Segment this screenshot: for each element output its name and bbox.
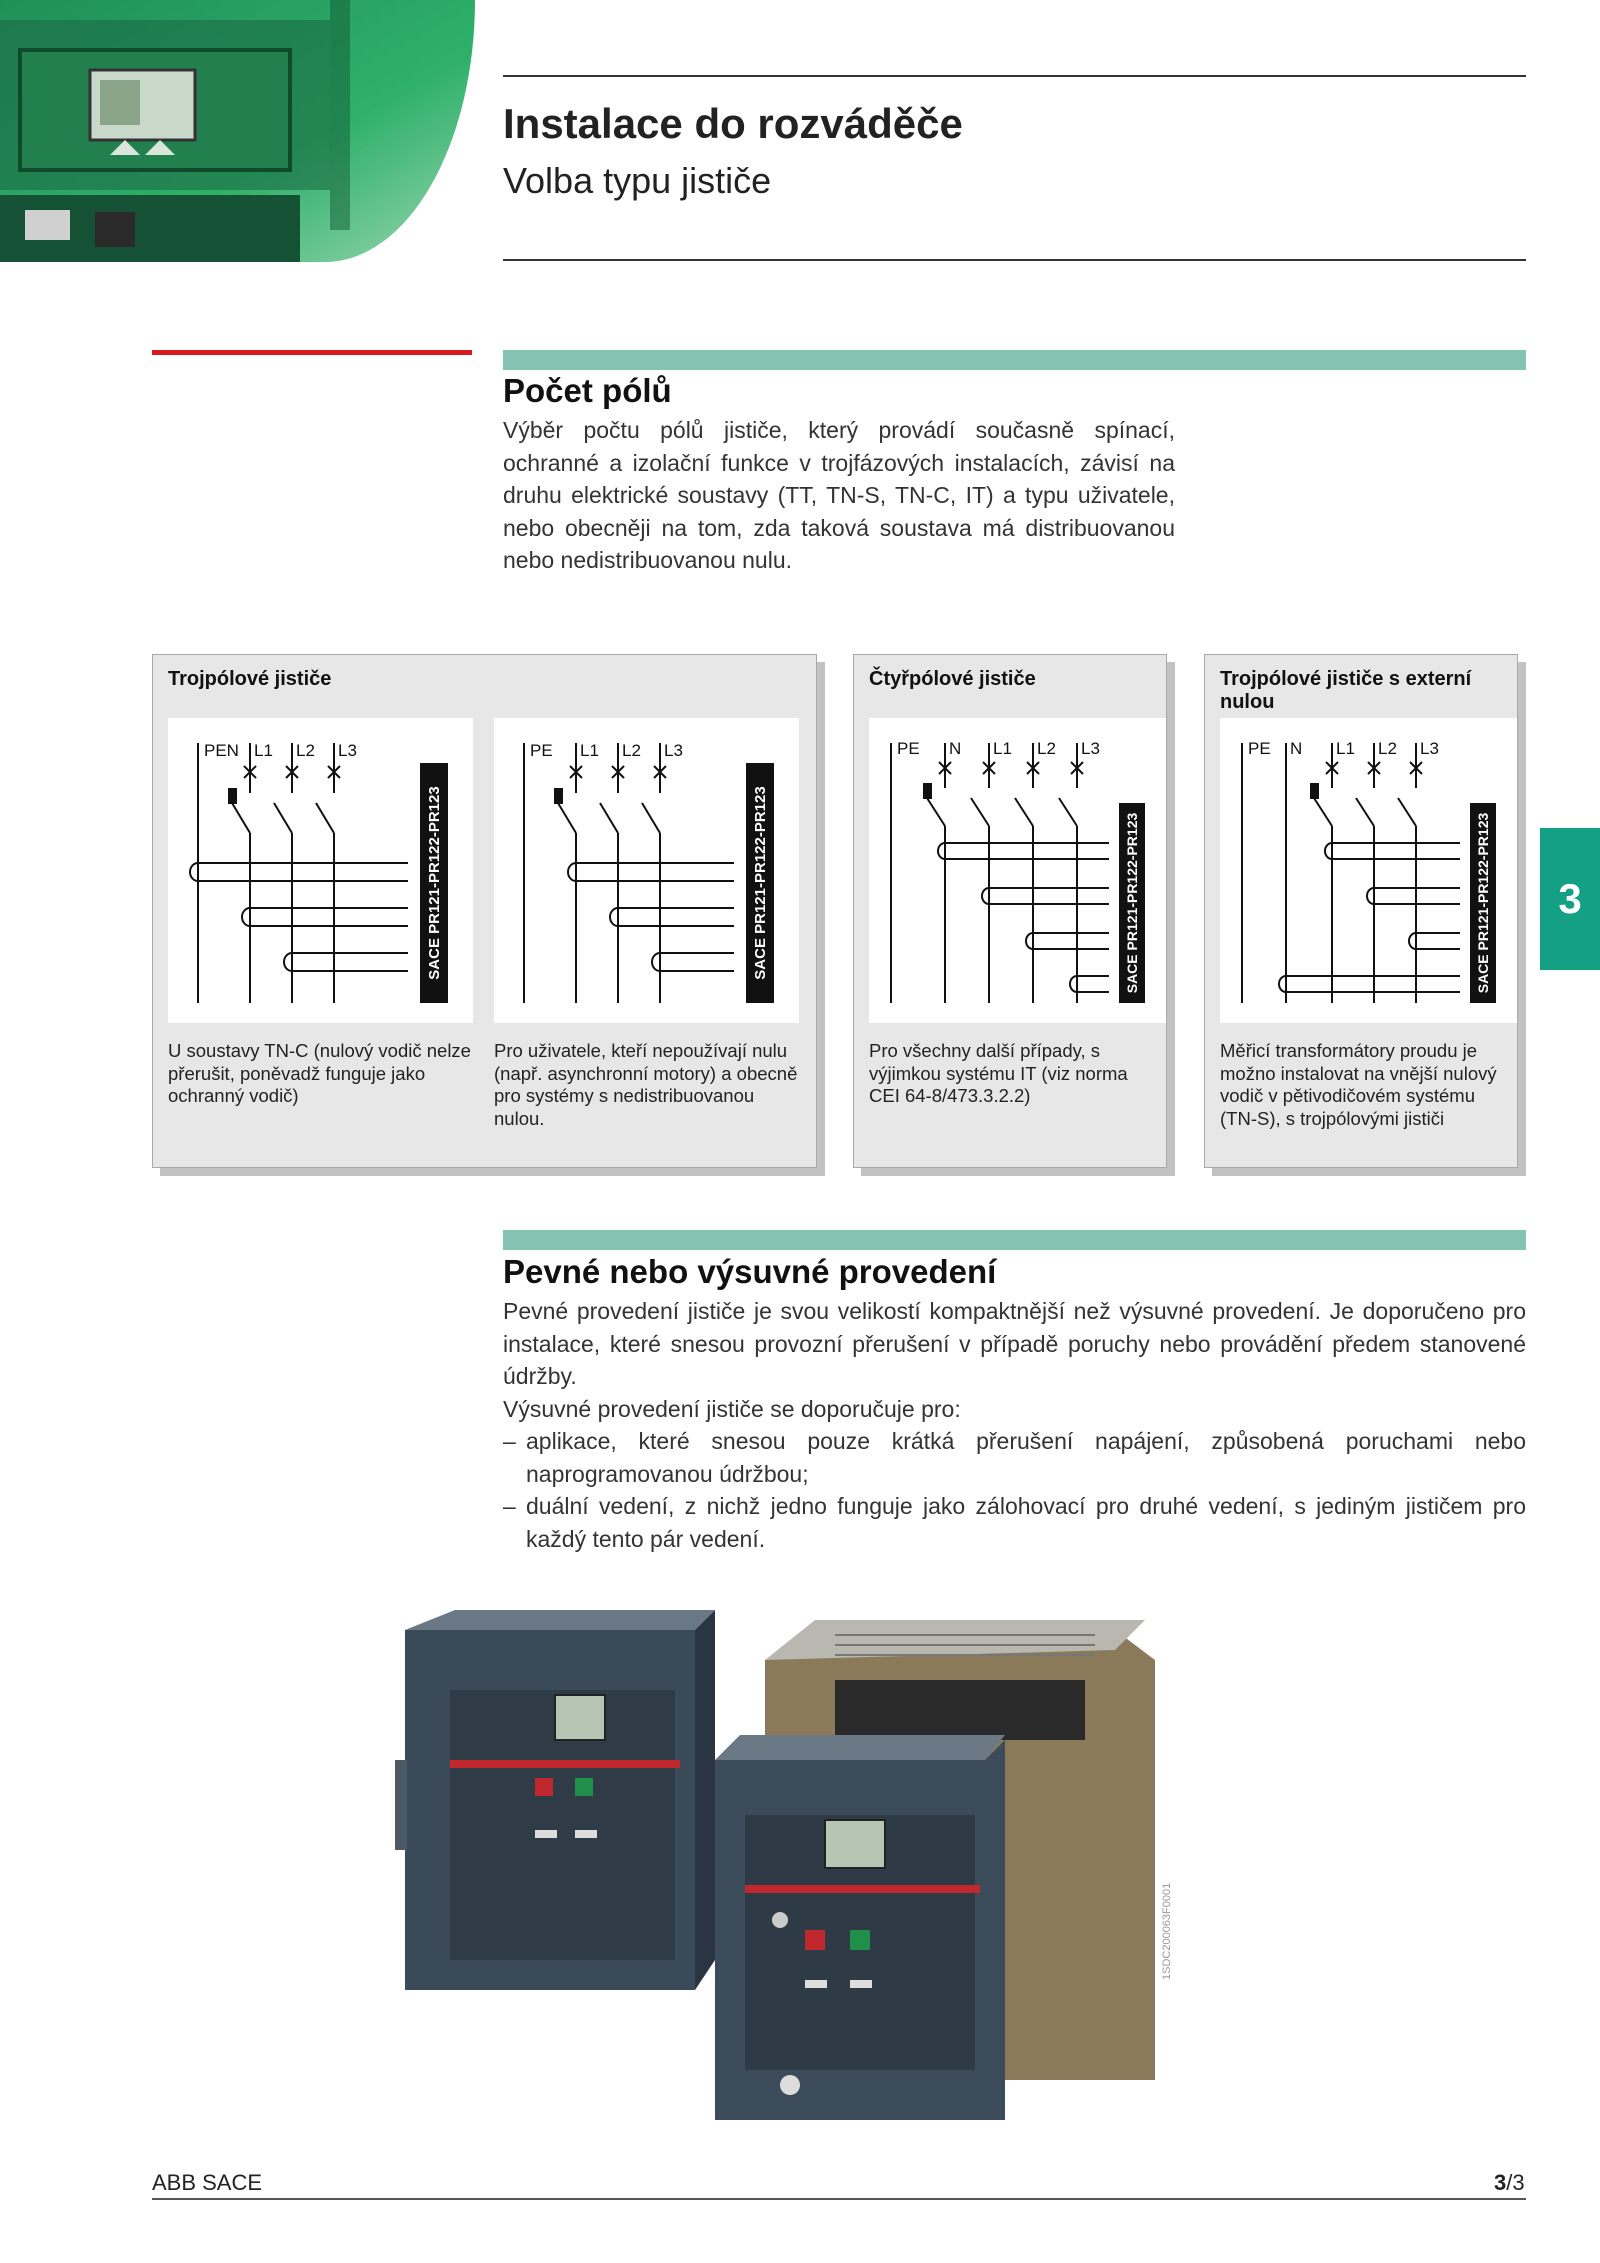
trip-unit-label: SACE PR121-PR122-PR123: [426, 786, 443, 980]
diagram-label: L2: [296, 741, 315, 760]
diagram-pe-n-l1-l2-l3-ext: [1220, 718, 1517, 1023]
footer-rule: [152, 2198, 1526, 2200]
header-product-photo: [0, 0, 475, 262]
diagram-label: L3: [1420, 739, 1439, 758]
page-subtitle: Volba typu jističe: [503, 160, 772, 201]
list-item: – duální vedení, z nichž jedno funguje jako zálohovací pro druhé vedení, s jediným jističem pro každý tento pár vedení.: [503, 1490, 1526, 1555]
page-number-chapter: 3: [1494, 2170, 1507, 2195]
version-para1: Pevné provedení jističe je svou velikostí kompaktnější než výsuvné provedení. Je doporučeno pro instalace, které snesou provozní přerušení v případě poruchy nebo provádění předem stanovené údržby.: [503, 1298, 1526, 1389]
diagram-label: L1: [993, 739, 1012, 758]
box-title: Čtyřpólové jističe: [869, 668, 1036, 690]
box-title: Trojpólové jističe s externí nulou: [1220, 668, 1472, 713]
diagram-caption: Pro uživatele, kteří nepoužívají nulu (např. asynchronní motory) a obecně pro systémy s nedistribuovanou nulou.: [494, 1040, 798, 1129]
box-title: Trojpólové jističe: [168, 668, 332, 690]
red-accent-rule: [152, 350, 472, 355]
poles-heading: Počet pólů: [503, 372, 672, 409]
diagram-label: L3: [338, 741, 357, 760]
diagram-label: PE: [897, 739, 920, 758]
diagram-caption: Měřicí transformátory proudu je možno instalovat na vnější nulový vodič v pětivodičovém systému (TN-S), s trojpólovými jističi: [1220, 1040, 1497, 1129]
chapter-tab[interactable]: 3: [1540, 828, 1600, 970]
box-four-pole: [853, 654, 1167, 1168]
diagram-caption: Pro všechny další případy, s výjimkou systému IT (viz norma CEI 64-8/473.3.2.2): [869, 1040, 1128, 1106]
diagram-label: N: [949, 739, 962, 758]
section-bar-version: [503, 1230, 1526, 1250]
diagram-label: L1: [254, 741, 273, 760]
page-title: Instalace do rozváděče: [503, 100, 963, 147]
trip-unit-label: SACE PR121-PR122-PR123: [1124, 812, 1140, 994]
photo-code: 1SDC200063F0001: [1161, 1882, 1173, 1980]
version-text: [503, 1295, 1526, 1555]
diagram-label: PE: [1248, 739, 1271, 758]
breaker-product-photo: [395, 1600, 1175, 2130]
diagram-label: PEN: [204, 741, 239, 760]
diagram-label: L2: [1037, 739, 1056, 758]
diagram-label: L2: [1378, 739, 1397, 758]
poles-text: Výběr počtu pólů jističe, který provádí současně spínací, ochranné a izolační funkce v trojfázových instalacích, závisí na druhu elektrické soustavy (TT, TN-S, TN-C, IT) a typu uživatele, nebo obecněji na tom, zda taková soustava má distribuovanou nebo nedistribuovanou nulu.: [503, 417, 1175, 573]
trip-unit-label: SACE PR121-PR122-PR123: [752, 786, 769, 980]
footer-brand: ABB SACE: [152, 2170, 263, 2195]
header-bottom-rule: [503, 259, 1526, 261]
box-three-pole-external-neutral: [1204, 654, 1518, 1168]
header-top-rule: [503, 75, 1526, 77]
diagram-pe-l1-l2-l3: [494, 718, 799, 1023]
diagram-label: L3: [664, 741, 683, 760]
diagram-caption: U soustavy TN-C (nulový vodič nelze přerušit, poněvadž funguje jako ochranný vodič): [168, 1040, 471, 1106]
trip-unit-label: SACE PR121-PR122-PR123: [1475, 812, 1491, 994]
diagram-label: PE: [530, 741, 553, 760]
diagram-label: L3: [1081, 739, 1100, 758]
list-item: – aplikace, které snesou pouze krátká přerušení napájení, způsobená poruchami nebo naprogramovanou údržbou;: [503, 1425, 1526, 1490]
section-bar-poles: [503, 350, 1526, 370]
page-number: [1494, 2170, 1525, 2196]
diagram-label: L1: [1336, 739, 1355, 758]
diagram-label: L2: [622, 741, 641, 760]
page-number-page: /3: [1506, 2170, 1525, 2195]
diagram-label: N: [1290, 739, 1303, 758]
version-heading: Pevné nebo výsuvné provedení: [503, 1253, 997, 1290]
diagram-label: L1: [580, 741, 599, 760]
diagram-pen-l1-l2-l3: [168, 718, 473, 1023]
version-para2: Výsuvné provedení jističe se doporučuje pro:: [503, 1395, 961, 1422]
version-bullets: [503, 1425, 1526, 1555]
diagram-pe-n-l1-l2-l3: [869, 718, 1166, 1023]
box-three-pole: [152, 654, 817, 1168]
